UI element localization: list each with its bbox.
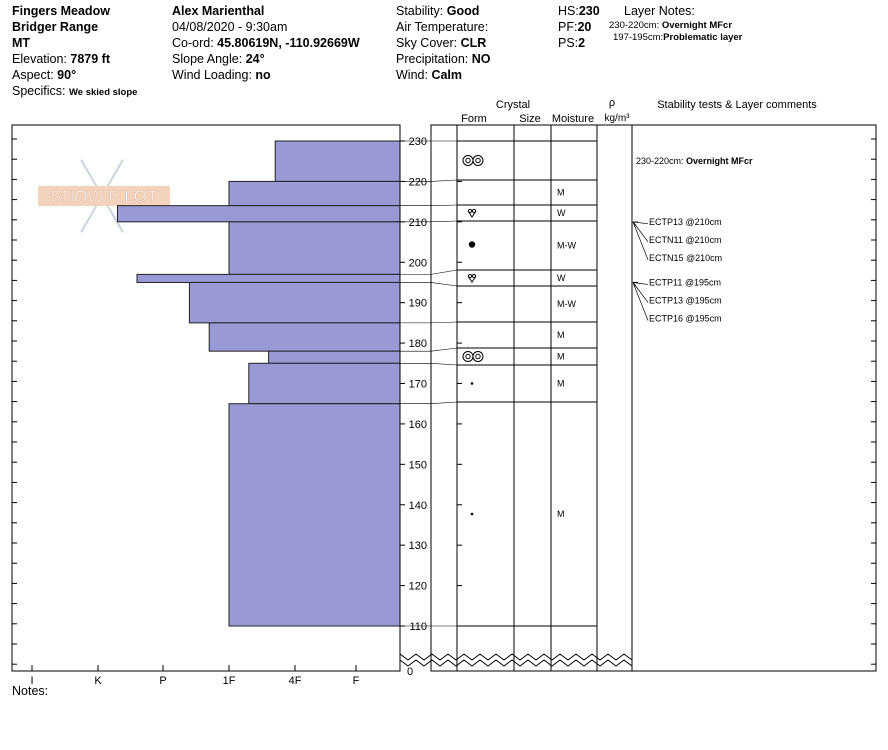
y-tick-label: 150 — [408, 459, 427, 472]
y-tick-label: 170 — [408, 378, 427, 391]
melt-freeze-symbol — [463, 352, 473, 362]
state-name: MT — [12, 36, 31, 50]
hardness-bar — [275, 141, 400, 181]
datetime: 04/08/2020 - 9:30am — [172, 20, 288, 34]
depth-connector — [431, 363, 457, 365]
aspect-value: 90° — [57, 68, 77, 82]
stability-test-label: ECTP13 @195cm — [649, 295, 722, 306]
y-bottom-label: 0 — [406, 666, 414, 678]
comments-frame — [632, 125, 876, 671]
specifics-value: We skied slope — [68, 87, 138, 98]
graupel-symbol — [469, 241, 475, 247]
slope-label: Slope Angle: — [172, 52, 243, 66]
y-tick-label: 220 — [408, 176, 427, 189]
moisture-label: M — [557, 509, 565, 519]
y-tick-label: 110 — [409, 621, 427, 633]
depth-connector — [431, 180, 457, 181]
header-rho: ρ — [608, 97, 616, 109]
x-tick-label: K — [94, 675, 102, 687]
sky-label: Sky Cover: — [396, 36, 458, 50]
melt-freeze-symbol — [466, 354, 470, 358]
surface-hoar-symbol — [472, 209, 475, 212]
elevation-value: 7879 ft — [70, 52, 110, 66]
layer-note-range: 230-220cm: — [609, 20, 660, 31]
depth-connector — [431, 322, 457, 323]
table-frame — [431, 125, 632, 671]
test-arrow — [633, 222, 648, 260]
hardness-bar — [269, 351, 400, 363]
coord-label: Co-ord: — [172, 36, 214, 50]
ps-label: PS: — [558, 36, 579, 50]
surface-hoar-symbol — [468, 209, 471, 212]
y-tick-label: 230 — [408, 136, 427, 148]
stability-test-label: ECTP16 @195cm — [649, 313, 722, 324]
y-tick-label: 180 — [408, 338, 427, 351]
depth-connector — [431, 348, 457, 351]
pf-value: 20 — [577, 20, 592, 34]
depth-connector — [431, 282, 457, 286]
slope-value: 24° — [245, 52, 265, 66]
moisture-label: M — [557, 378, 565, 389]
x-tick-label: 1F — [222, 675, 236, 687]
layer-note-range: 197-195cm: — [613, 32, 664, 43]
surface-hoar-symbol — [472, 274, 475, 277]
stability-label: Stability: — [396, 4, 444, 18]
chart-labels — [30, 97, 817, 687]
test-arrow — [633, 282, 648, 320]
elevation-label: Elevation: — [12, 52, 67, 66]
layer-comment-range: 230-220cm: — [636, 156, 687, 167]
header-size: Size — [519, 113, 541, 125]
moisture-label: M — [557, 351, 565, 362]
notes-label: Notes: — [12, 684, 49, 698]
moisture-label: W — [557, 273, 566, 283]
layer-table — [400, 141, 597, 626]
header-density-unit: kg/m³ — [604, 113, 630, 124]
stability-test-label: ECTP13 @210cm — [649, 216, 722, 227]
moisture-label: W — [557, 208, 566, 218]
melt-freeze-symbol — [473, 156, 483, 166]
hardness-bar — [229, 222, 400, 275]
stability-value: Good — [446, 4, 480, 18]
layer-comment-text: Overnight MFcr — [686, 156, 753, 167]
depth-connector — [431, 221, 457, 222]
sky-value: CLR — [460, 36, 487, 50]
melt-freeze-symbol — [473, 352, 483, 362]
y-tick-label: 120 — [408, 580, 427, 593]
wind-label: Wind: — [396, 68, 428, 82]
location-name: Fingers Meadow — [12, 4, 110, 18]
depth-connector — [431, 270, 457, 274]
hardness-bars — [118, 141, 401, 626]
depth-connector — [431, 402, 457, 404]
air-temp-label: Air Temperature: — [396, 20, 489, 34]
hardness-bar — [229, 404, 400, 626]
coord-value: 45.80619N, -110.92669W — [217, 36, 360, 50]
melt-freeze-symbol — [476, 158, 480, 162]
moisture-label: M — [557, 330, 565, 340]
x-tick-label: F — [352, 675, 360, 687]
y-tick-label: 190 — [408, 297, 427, 310]
melt-freeze-symbol — [466, 158, 470, 162]
header-moisture: Moisture — [551, 113, 595, 125]
layer-notes-title: Layer Notes: — [624, 4, 695, 18]
hardness-bar — [229, 181, 400, 205]
y-tick-label: 160 — [408, 418, 427, 431]
hs-value: 230 — [578, 4, 600, 18]
ps-value: 2 — [578, 36, 586, 50]
wind-value: Calm — [431, 68, 463, 82]
layer-comment — [636, 156, 753, 166]
hardness-bar — [249, 363, 400, 403]
stability-test-label: ECTP11 @195cm — [649, 277, 721, 288]
wind-loading-value: no — [255, 68, 271, 82]
specifics-label: Specifics: — [12, 84, 66, 98]
range-name: Bridger Range — [12, 20, 99, 34]
header-comments: Stability tests & Layer comments — [657, 99, 817, 111]
wind-loading-label: Wind Loading: — [172, 68, 252, 82]
melt-freeze-symbol — [476, 354, 480, 358]
hardness-bar — [189, 282, 400, 322]
moisture-label: M-W — [557, 299, 576, 309]
y-tick-label: 140 — [408, 499, 427, 512]
hardness-bar — [118, 206, 401, 222]
hardness-bar — [209, 323, 400, 351]
dot-symbol — [471, 513, 474, 516]
pf-label: PF: — [558, 20, 578, 34]
moisture-label: M — [557, 187, 565, 198]
y-tick-label: 210 — [408, 216, 427, 229]
precip-label: Precipitation: — [396, 52, 469, 66]
x-tick-label: P — [159, 675, 167, 687]
hs-label: HS: — [558, 4, 579, 18]
moisture-label: M-W — [557, 240, 576, 251]
x-tick-label: 4F — [288, 675, 302, 687]
x-tick-label: I — [30, 675, 34, 687]
header-form: Form — [461, 113, 487, 125]
stability-test-label: ECTN11 @210cm — [649, 234, 722, 245]
hardness-bar — [137, 274, 400, 282]
dot-symbol — [471, 382, 474, 385]
y-tick-label: 200 — [408, 257, 427, 270]
precip-value: NO — [471, 52, 491, 66]
aspect-label: Aspect: — [12, 68, 54, 82]
layer-note-text: Problematic layer — [663, 32, 743, 43]
observer-name: Alex Marienthal — [172, 4, 265, 18]
y-tick-label: 130 — [408, 540, 427, 553]
surface-hoar-symbol — [468, 274, 471, 277]
layer-note-text: Overnight MFcr — [661, 20, 733, 31]
depth-connector — [431, 205, 457, 206]
logo-text: SNOW PILOT — [50, 187, 158, 206]
melt-freeze-symbol — [463, 156, 473, 166]
stability-test-label: ECTN15 @210cm — [649, 252, 723, 263]
header-crystal: Crystal — [495, 99, 531, 111]
